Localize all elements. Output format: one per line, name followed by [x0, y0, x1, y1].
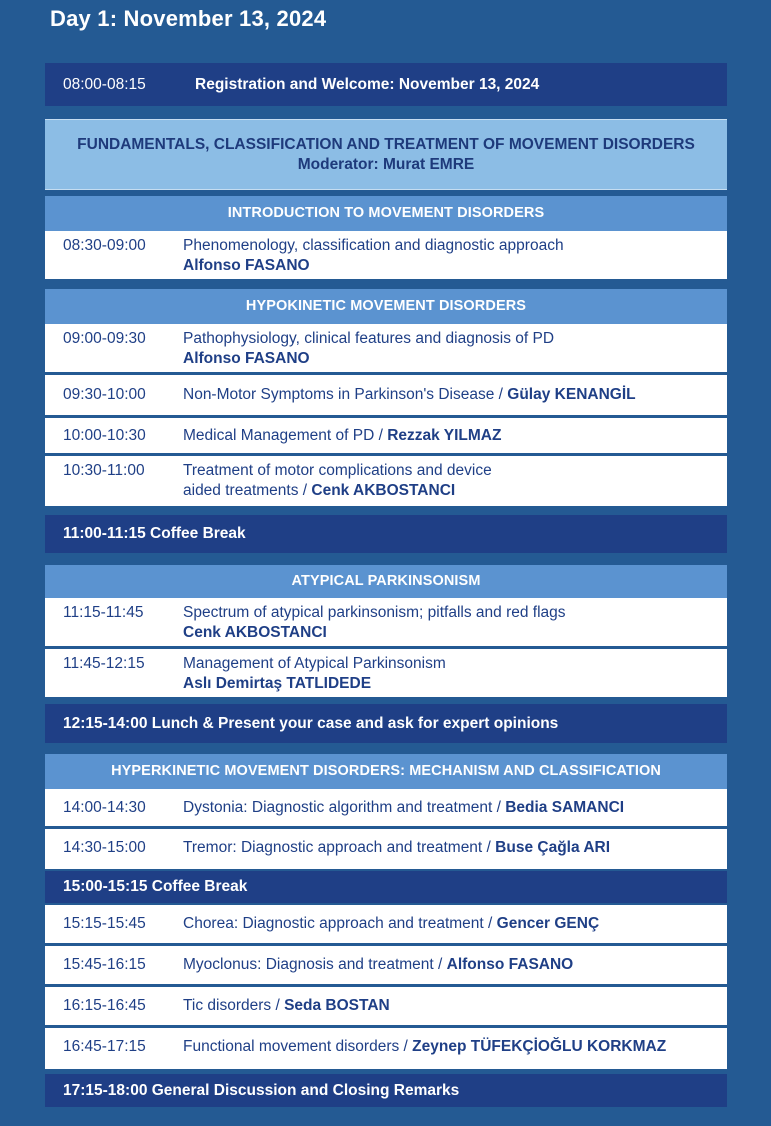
- session-title-cont: aided treatments /: [183, 482, 312, 499]
- section-moderator: Moderator: Murat EMRE: [297, 156, 475, 173]
- session-speaker: Aslı Demirtaş TATLIDEDE: [183, 675, 372, 692]
- atyp-block: [45, 565, 727, 697]
- session-title: Chorea: Diagnostic approach and treatment /: [183, 915, 497, 932]
- session-row: [45, 987, 727, 1028]
- session-title: Phenomenology, classification and diagnostic approach: [183, 237, 564, 254]
- session-speaker: Bedia SAMANCI: [505, 799, 625, 816]
- session-title: Management of Atypical Parkinsonism: [183, 655, 446, 672]
- lunch-break: 12:15-14:00 Lunch & Present your case and ask for expert opinions: [45, 704, 727, 743]
- session-time: 14:30-15:00: [63, 839, 146, 856]
- section-title: FUNDAMENTALS, CLASSIFICATION AND TREATMENT OF MOVEMENT DISORDERS: [77, 136, 695, 153]
- session-speaker: Cenk AKBOSTANCI: [183, 624, 327, 641]
- session-row: [45, 789, 727, 829]
- session-row: [45, 1028, 727, 1069]
- session-row: [45, 231, 727, 279]
- registration-row: [45, 63, 727, 106]
- session-speaker: Alfonso FASANO: [183, 257, 310, 274]
- session-speaker: Alfonso FASANO: [446, 956, 574, 973]
- session-speaker: Buse Çağla ARI: [495, 839, 611, 856]
- hyper-block: [45, 754, 727, 869]
- session-time: 16:45-17:15: [63, 1038, 146, 1055]
- session-speaker: Zeynep TÜFEKÇİOĞLU KORKMAZ: [412, 1038, 667, 1055]
- session-time: 08:30-09:00: [63, 237, 146, 254]
- coffee-break: 15:00-15:15 Coffee Break: [45, 871, 727, 903]
- session-row: [45, 418, 727, 456]
- section-header: [45, 119, 727, 190]
- session-speaker: Seda BOSTAN: [284, 997, 390, 1014]
- session-time: 16:15-16:45: [63, 997, 146, 1014]
- session-title: Tremor: Diagnostic approach and treatment /: [183, 839, 496, 856]
- session-row: [45, 649, 727, 697]
- session-time: 09:00-09:30: [63, 330, 146, 347]
- hypo-header: HYPOKINETIC MOVEMENT DISORDERS: [45, 289, 727, 324]
- session-title: Treatment of motor complications and device: [183, 462, 492, 479]
- day-title: Day 1: November 13, 2024: [50, 6, 327, 31]
- session-time: 10:00-10:30: [63, 427, 146, 444]
- session-row: [45, 598, 727, 649]
- session-row: [45, 829, 727, 869]
- session-title: Functional movement disorders /: [183, 1038, 413, 1055]
- hyper-header: HYPERKINETIC MOVEMENT DISORDERS: MECHANISM AND CLASSIFICATION: [45, 754, 727, 789]
- intro-block: [45, 196, 727, 279]
- session-title: Myoclonus: Diagnosis and treatment /: [183, 956, 447, 973]
- session-time: 11:45-12:15: [63, 655, 145, 672]
- intro-header: INTRODUCTION TO MOVEMENT DISORDERS: [45, 196, 727, 231]
- session-time: 10:30-11:00: [63, 462, 145, 479]
- registration-label: Registration and Welcome: November 13, 2024: [195, 75, 540, 93]
- session-time: 11:15-11:45: [63, 604, 144, 621]
- session-row: [45, 456, 727, 506]
- session-time: 15:45-16:15: [63, 956, 146, 973]
- atyp-header: ATYPICAL PARKINSONISM: [45, 565, 727, 598]
- session-title: Medical Management of PD /: [183, 427, 388, 444]
- session-row: [45, 946, 727, 987]
- session-row: [45, 905, 727, 946]
- session-speaker: Rezzak YILMAZ: [387, 427, 502, 444]
- session-title: Dystonia: Diagnostic algorithm and treatment /: [183, 799, 506, 816]
- registration-time: 08:00-08:15: [63, 75, 146, 93]
- session-speaker: Alfonso FASANO: [183, 350, 310, 367]
- session-row: [45, 324, 727, 375]
- session-row: [45, 375, 727, 418]
- hyper2-block: [45, 905, 727, 1069]
- session-time: 15:15-15:45: [63, 915, 146, 932]
- session-title: Non-Motor Symptoms in Parkinson's Disease /: [183, 386, 508, 403]
- session-time: 09:30-10:00: [63, 386, 146, 403]
- session-speaker: Cenk AKBOSTANCI: [311, 482, 456, 499]
- session-title: Spectrum of atypical parkinsonism; pitfalls and red flags: [183, 604, 566, 621]
- session-time: 14:00-14:30: [63, 799, 146, 816]
- hypo-block: [45, 289, 727, 506]
- session-title: Tic disorders /: [183, 997, 285, 1014]
- session-title: Pathophysiology, clinical features and diagnosis of PD: [183, 330, 555, 347]
- closing-remarks: 17:15-18:00 General Discussion and Closing Remarks: [45, 1074, 727, 1107]
- session-speaker: Gülay KENANGİL: [507, 386, 636, 403]
- session-speaker: Gencer GENÇ: [496, 915, 600, 932]
- coffee-break: 11:00-11:15 Coffee Break: [45, 515, 727, 553]
